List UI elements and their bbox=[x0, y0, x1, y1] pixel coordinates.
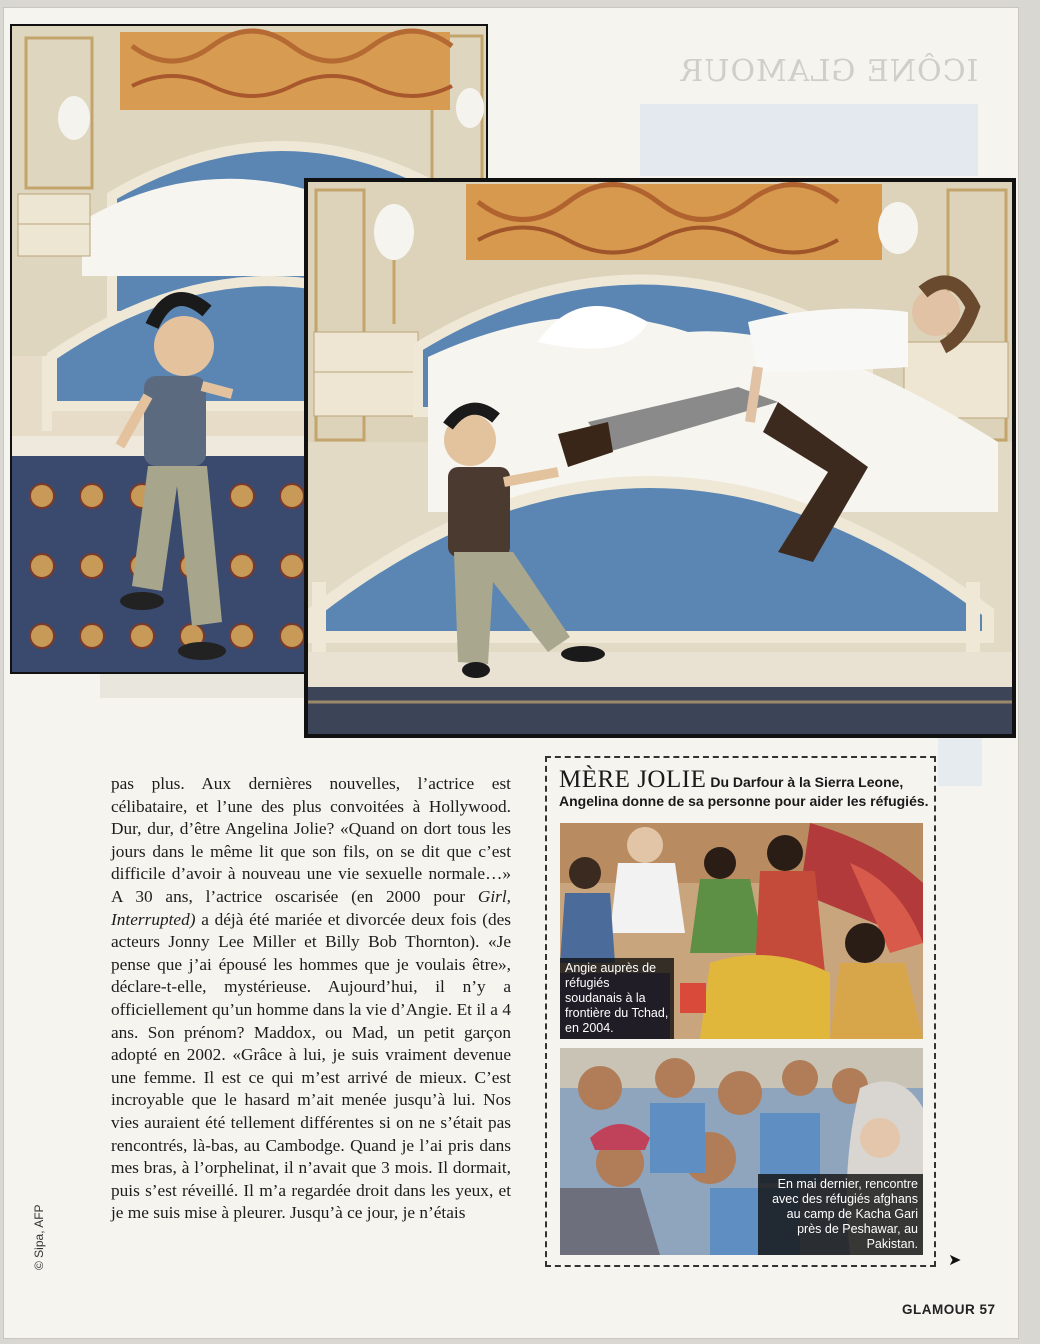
photo-afghan-refugees bbox=[560, 1048, 923, 1255]
sidebar-title: MÈRE JOLIE bbox=[559, 766, 707, 793]
caption-afghan: En mai dernier, rencontre avec des réfugiés afghans au camp de Kacha Gari près de Peshawar, au Pakistan. bbox=[758, 1174, 923, 1255]
sidebar-box bbox=[545, 756, 936, 1267]
page-folio: GLAMOUR 57 bbox=[902, 1302, 996, 1317]
bleed-through-band bbox=[938, 738, 982, 786]
film-title: Girl, Interrupted) bbox=[111, 886, 511, 929]
sidebar-subtitle: Du Darfour à la Sierra Leone, Angelina donne de sa personne pour aider les réfugiés. bbox=[559, 774, 929, 809]
magazine-page bbox=[4, 8, 1018, 1338]
bleed-through-band bbox=[640, 104, 978, 176]
sidebar-heading bbox=[559, 766, 929, 811]
photo-credit: © Sipa, AFP bbox=[32, 1204, 46, 1270]
photo-sudan-refugees bbox=[560, 823, 923, 1039]
article-text: pas plus. Aux dernières nouvelles, l’actrice est célibataire, et l’une des plus convoitées à Hollywood. Dur, dur, d’être Angelina Jolie? «Quand on dort tous les jours dans le même lit que son fils, on se dit que c’est difficile d’avoir à nouveau une vie sexuelle normale…» A 30 ans, l’actrice oscarisée (en 2000 pour bbox=[111, 774, 511, 906]
bleed-through-band bbox=[100, 672, 310, 698]
bleed-through-header: ICÔNE GLAMOUR bbox=[679, 54, 979, 89]
article-text-continued: a déjà été mariée et divorcée deux fois (des acteurs Jonny Lee Miller et Billy Bob Thornton). «Je pense que j’ai épousé les hommes que je voulais être», déclare-t-elle, mystérieuse. Aujourd’hui, il n’y a officiellement qu’un homme dans la vie d’Angie. Et il a 4 ans. Son prénom? Maddox, ou Mad, un petit garçon adopté en 2002. «Grâce à lui, je suis vraiment devenue une femme. Il est ce qui m’est arrivé de mieux. C’est incroyable que le hasard m’ait menée jusqu’à lui. Nos vies auraient été tellement différentes si on ne s’était pas rencontrés, là-bas, au Cambodge. Quand je l’ai pris dans mes bras, à l’orphelinat, il n’avait que 3 mois. Il dormait, puis s’est réveillé. Il m’a regardée droit dans les yeux, et je me suis mise à pleurer. Jusqu’à ce jour, je n’étais bbox=[111, 909, 511, 1223]
caption-sudan: Angie auprès de réfugiés soudanais à la frontière du Tchad, en 2004. bbox=[560, 958, 674, 1039]
article-body bbox=[111, 773, 511, 1225]
continue-arrow-icon: ➤ bbox=[948, 1250, 962, 1269]
photo-woman-on-bed bbox=[304, 178, 1016, 738]
photo-woman-on-bed-illustration bbox=[308, 182, 1012, 734]
